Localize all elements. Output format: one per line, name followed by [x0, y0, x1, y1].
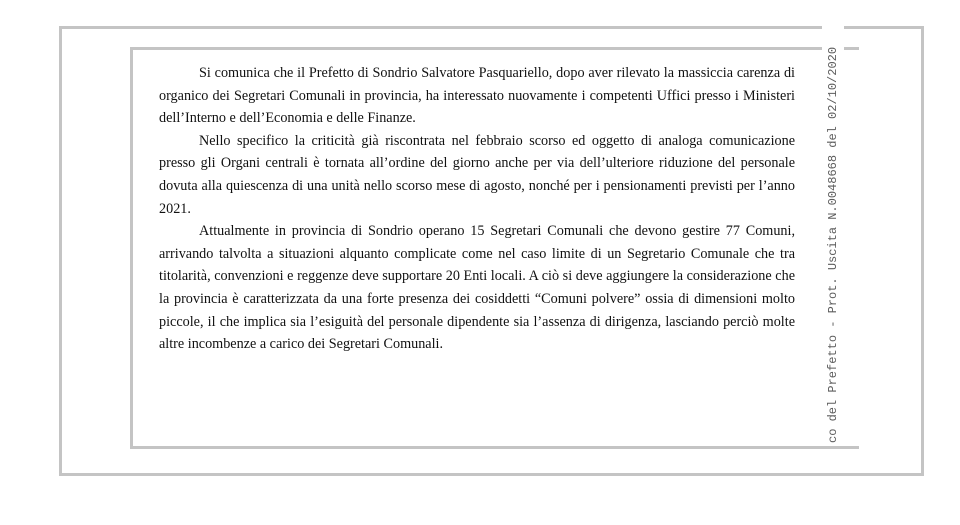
- paragraph-2: Nello specifico la criticità già riscontrata nel febbraio scorso ed oggetto di analoga comunicazione presso gli Organi centrali è tornata all’ordine del giorno anche per via dell’ulteriore riduzione del personale dovuta alla quiescenza di una unità nello scorso mese di agosto, nonché per i pensionamenti previsti per l’anno 2021.: [159, 132, 795, 217]
- paragraph-3: Attualmente in provincia di Sondrio operano 15 Segretari Comunali che devono gestire 77 Comuni, arrivando talvolta a situazioni alquanto complicate come nel caso limite di un Segretario Comunale che tra titolarità, convenzioni e reggenze deve supportare 20 Enti locali. A ciò si deve aggiungere la considerazione che la provincia è caratterizzata da una forte presenza dei cosiddetti “Comuni polvere” ossia di dimensioni molto piccole, il che implica sia l’esiguità del personale dipendente sia l’assenza di dirigenza, lasciando perciò molte altre incombenze a carico dei Segretari Comunali.: [159, 223, 795, 353]
- protocol-stamp: co del Prefetto - Prot. Uscita N.0048668 del 02/10/2020: [822, 3, 844, 443]
- paragraph-1: Si comunica che il Prefetto di Sondrio Salvatore Pasquariello, dopo aver rilevato la massiccia carenza di organico dei Segretari Comunali in provincia, ha interessato nuovamente i competenti Uffici presso i Ministeri dell’Interno e dell’Economia e delle Finanze.: [159, 65, 795, 127]
- document-body: [159, 62, 795, 356]
